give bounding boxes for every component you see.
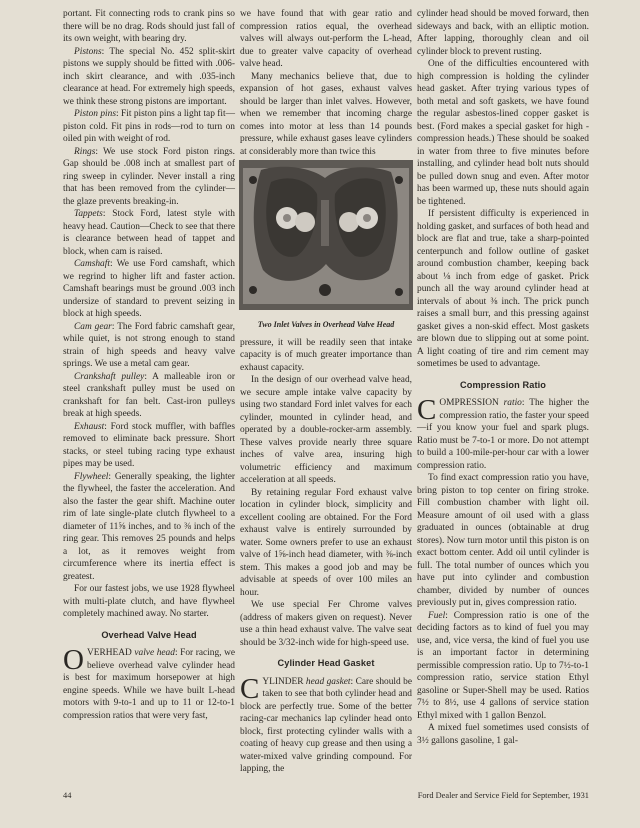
- paragraph-text: : Stock Ford, latest style with heavy head. Caution—Check to see that there is clearance between head of tappet and block, when cam is raised.: [63, 209, 235, 257]
- paragraph: In the design of our overhead valve head, we secure ample intake valve capacity by using two standard Ford inlet valves for each cylinder, mounted in cylinder head, and operated by a double-rocker-arm assembly. These valves provide nearly three square inches of valve area, insuring high volumetric efficiency and maximum acceleration at all speeds.: [240, 375, 412, 485]
- publication-title: Ford Dealer and Service Field for September, 1931: [417, 791, 589, 800]
- paragraph-pistons: [63, 46, 235, 109]
- run-in-heading: Piston pins: [74, 109, 117, 119]
- lead-word: VERHEAD: [86, 648, 132, 658]
- paragraph: By retaining regular Ford exhaust valve location in cylinder block, simplicity and excellent cooling are obtained. For the Ford exhaust valve is entirely surrounded by water. Some owners prefer to use an exhaust valve of 1⅝-inch head diameter, with ⅜-inch stem. This makes a good job and may be advisable at speeds of over 100 miles an hour.: [240, 487, 412, 598]
- paragraph-text: : We use stock Ford piston rings. Gap should be .008 inch at smallest part of ring sweep in cylinder. Never install a ring that has been removed from the cylinder—the glaze prevents breaking-in.: [63, 146, 235, 207]
- paragraph: To find exact compression ratio you have, bring piston to top center on firing stroke. Fill combustion chamber with light oil. Measure amount of oil used with a glass graduated in ounces (obtainable at drug stores). Now turn motor until this piston is on exact bottom center. Add oil until cylinder is full. The total number of ounces which you have put into cylinder and combustion chamber, divided by number of ounces previously put in, gives compression ratio.: [417, 473, 589, 608]
- paragraph: we have found that with gear ratio and compression ratios equal, the overhead valves will always out-perform the L-head, due to greater valve capacity of overhead valve head.: [240, 9, 412, 69]
- run-in-heading: Tappets: [74, 209, 103, 219]
- paragraph: A mixed fuel sometimes used consists of 3½ gallons gasoline, 1 gal-: [417, 723, 589, 746]
- paragraph-text: : The special No. 452 split-skirt pistons we supply should be fitted with .006-inch skirt clearance, and with .035-inch clearance at head. For extremely high speeds, we think these strong pistons are important.: [63, 46, 235, 107]
- cylinder-head-photo: [239, 160, 413, 310]
- paragraph: We use special Fer Chrome valves (address of makers given on request). Never use a thin head exhaust valve. The valve seat should be 3/32-inch wide for high-speed use.: [240, 600, 412, 648]
- paragraph-tappets: [63, 208, 235, 258]
- run-in-heading: ratio: [503, 398, 522, 408]
- paragraph: cylinder head should be moved forward, then sideways and back, with an elliptic motion. After lapping, thoroughly clean and oil cylinder block to prevent rusting.: [417, 9, 589, 57]
- paragraph: For our fastest jobs, we use 1928 flywheel with multi-plate clutch, and have flywheel completely machined away. No starter.: [63, 584, 235, 619]
- drop-cap: O: [63, 644, 84, 676]
- paragraph-crankshaft-pulley: [63, 371, 235, 421]
- paragraph-fuel: [417, 610, 589, 723]
- paragraph-text: : The Ford fabric camshaft gear, while quiet, is not strong enough to stand strain of high speeds and heavy valve springs. We use a metal cam gear.: [63, 321, 235, 369]
- run-in-heading: valve head: [134, 648, 175, 658]
- drop-cap: C: [240, 672, 260, 705]
- section-heading-cylinder-head-gasket: Cylinder Head Gasket: [277, 658, 375, 668]
- run-in-heading: Exhaust: [74, 421, 105, 432]
- run-in-heading: Rings: [74, 146, 96, 157]
- paragraph-compression-ratio: [417, 394, 589, 472]
- paragraph-flywheel: [63, 471, 235, 584]
- paragraph: pressure, it will be readily seen that intake capacity is of much greater importance than exhaust capacity.: [240, 337, 412, 373]
- paragraph-text: : For racing, we believe overhead valve cylinder head is best for maximum horsepower at high engine speeds. While we have built L-head motors with 9-to-1 and up to 11 or 12-to-1 compression ratios that were very fast,: [63, 648, 236, 721]
- text-column-3: [417, 8, 589, 747]
- paragraph-piston-pins: [63, 108, 235, 146]
- paragraph-exhaust: [63, 421, 235, 471]
- paragraph-cam-gear: [63, 321, 235, 371]
- section-heading-compression-ratio: Compression Ratio: [460, 379, 546, 390]
- paragraph-text: : Ford stock muffler, with baffles removed to eliminate back pressure. Short stacks, or steel tubing racing type exhaust pipes may be used.: [63, 421, 235, 469]
- paragraph: portant. Fit connecting rods to crank pins so there will be no drag. Rods should just fall of its own weight, with bearing dry.: [63, 9, 235, 44]
- run-in-heading: head gasket: [305, 676, 351, 687]
- paragraph: Many mechanics believe that, due to expansion of hot gases, exhaust valves should be larger than inlet valves. However, when we remember that incoming charge comes into motor at less than 14 pounds pressure, while exhaust gases leave cylinders at considerably more than twice this: [240, 71, 412, 157]
- paragraph-overhead-valve: [63, 644, 236, 722]
- lead-word: YLINDER: [262, 676, 304, 687]
- run-in-heading: Pistons: [74, 46, 102, 57]
- photo-caption: Two Inlet Valves in Overhead Valve Head: [257, 319, 395, 329]
- text-column-1: [63, 8, 235, 722]
- run-in-heading: Fuel: [428, 610, 446, 621]
- run-in-heading: Camshaft: [74, 259, 110, 269]
- run-in-heading: Cam gear: [74, 321, 112, 332]
- paragraph: If persistent difficulty is experienced in holding gasket, and surfaces of both head and block are flat and true, take a sharp-pointed centerpunch and follow outline of gasket around combustion chamber, keeping back about ⅛ inch from edge of gasket. Prick punch all the way around cylinder head at intervals of about ⅜ inch. The prick punch raises a small burr, and this pressing against gasket gives a non-skid effect. Most gaskets are blown due to slipping out at some point. A light coating of tire and rim cement may sometimes be used to advantage.: [417, 209, 589, 369]
- paragraph-text: : We use Ford camshaft, which we regrind to higher lift and faster action. Camshaft bearings must be ground .003 inch undersize of standard to prevent seizing in block at high speeds.: [63, 259, 235, 319]
- paragraph-camshaft: [63, 258, 235, 321]
- paragraph-gasket: [240, 672, 412, 776]
- paragraph-text: : Fit piston pins a light tap fit—piston cold. Fit pins in rods—rod to turn on oiled pin with weight of rod.: [63, 109, 235, 144]
- paragraph-text: : Care should be taken to see that both cylinder head and block are perfectly true. Some of the better racing-car mechanics lap cylinder head onto block, first protecting cylinder walls with a coating of heavy cup grease and then using a water-mixed valve grinding compound. For lapping, the: [240, 676, 412, 774]
- paragraph: One of the difficulties encountered with high compression is holding the cylinder head gasket. After trying various types of both metal and soft gaskets, we have found the regular asbestos-lined copper gasket is best. (Ford makes a special gasket for high - compression heads.) These should be soaked in water from three to five minutes before installing, and cylinder head bolt nuts should be pulled down snug and even. After motor has been warmed up, these nuts should again be tightened.: [417, 59, 589, 207]
- paragraph-rings: [63, 146, 235, 209]
- text-column-2: [240, 8, 412, 776]
- paragraph-text: : Compression ratio is one of the deciding factors as to kind of fuel you may use, and, vice versa, the kind of fuel you use is an important factor in determining permissible compression ratio. Up to 7½-to-1 compression ratio, service station Ethyl gasoline or Super-Shell may be used. Ratios 7½ to 8½, use 4 gallons of service station Ethyl mixed with 1 gallon Benzol.: [417, 610, 589, 721]
- paragraph-text: : The higher the compression ratio, the faster your speed—if you know your fuel and spark plugs. Ratio must be 7-to-1 or more. Do not attempt to build a 100-mile-per-hour car with a lower compression ratio.: [417, 398, 589, 471]
- run-in-heading: Crankshaft pulley: [74, 371, 145, 382]
- page-number: 44: [63, 791, 72, 800]
- lead-word: OMPRESSION: [439, 398, 499, 408]
- drop-cap: C: [417, 394, 437, 426]
- section-heading-overhead-valve-head: Overhead Valve Head: [101, 629, 197, 640]
- paragraph-text: : Generally speaking, the lighter the flywheel, the faster the acceleration. And also the faster the gear shift. Machine outer rim of late single-plate clutch flywheel to a diameter of 11⅝ inches, and to ⅜ inch of the ring gear. This removes 25 pounds and helps a lot, as it removes weight from circumference where its inertia effect is greatest.: [63, 471, 235, 582]
- run-in-heading: Flywheel: [74, 471, 109, 482]
- paragraph-text: : A malleable iron or steel crankshaft pulley must be used on crankshaft for fan belt. Cast-iron pulleys break at high speeds.: [63, 371, 235, 419]
